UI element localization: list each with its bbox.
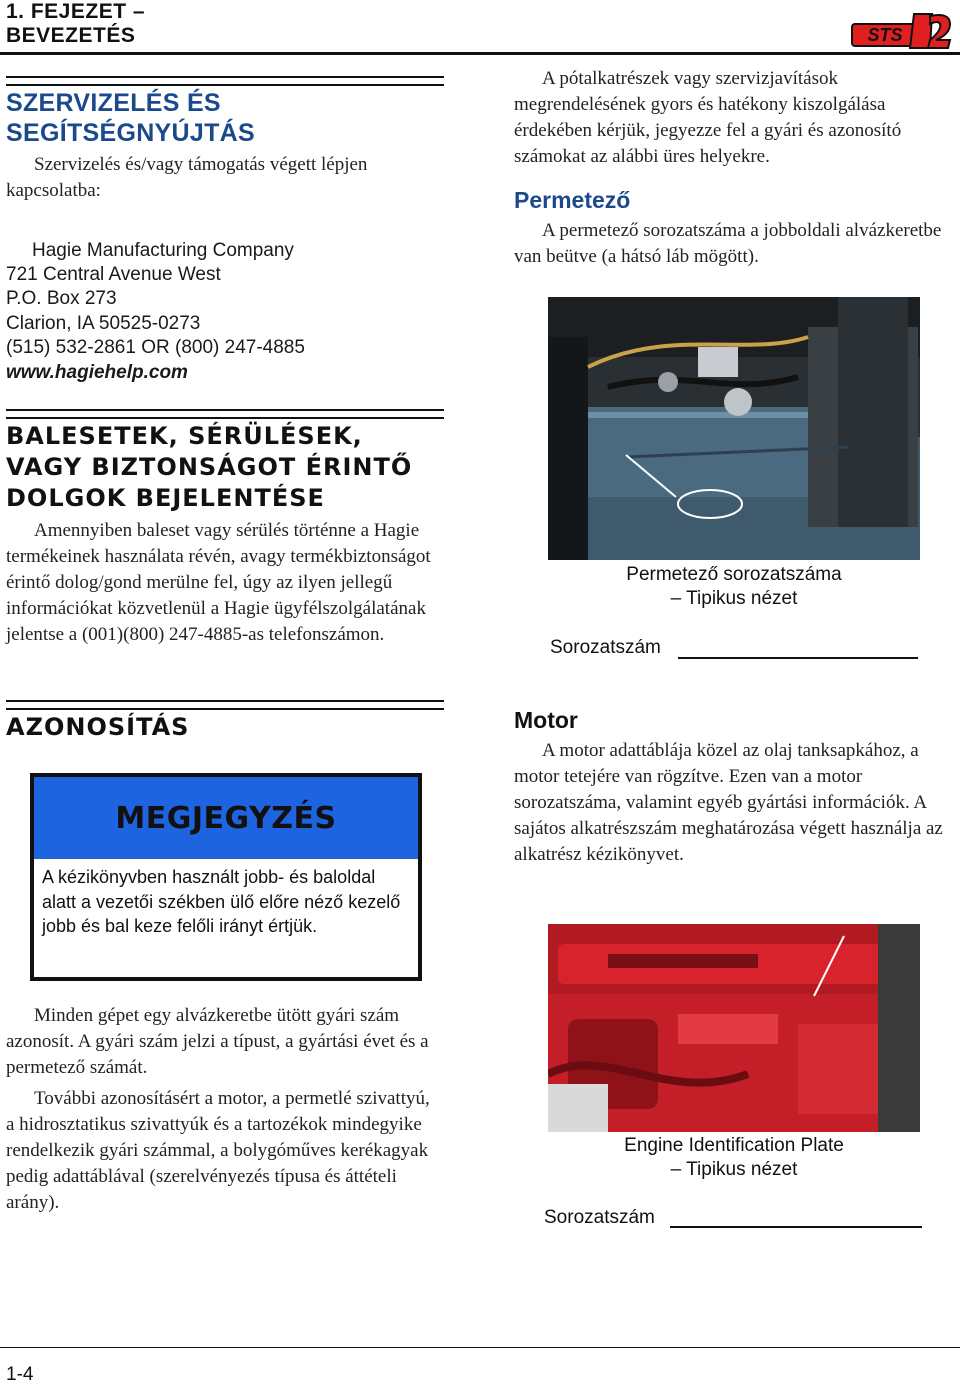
sprayer-heading: Permetező bbox=[514, 187, 631, 213]
service-heading-line2: SEGÍTSÉGNYÚJTÁS bbox=[6, 119, 255, 147]
address-line-phone: (515) 532-2861 OR (800) 247-4885 bbox=[6, 337, 305, 358]
note-text: A kézikönyvben használt jobb- és baloldal alatt a vezetői székben ülő előre néző kezelő jobb és bal keze felőli irányt értjük. bbox=[42, 867, 401, 936]
engine-serial-label: Sorozatszám bbox=[544, 1207, 655, 1228]
note-title: MEGJEGYZÉS bbox=[115, 800, 337, 836]
section-rule-accidents bbox=[6, 409, 444, 419]
chapter-title bbox=[6, 0, 145, 48]
accidents-heading bbox=[6, 421, 446, 514]
sprayer-caption bbox=[554, 563, 914, 611]
section-rule-service bbox=[6, 76, 444, 86]
address-line-pobox: P.O. Box 273 bbox=[6, 288, 117, 309]
service-intro: Szervizelés és/vagy támogatás végett lépjen kapcsolatba: bbox=[6, 154, 368, 201]
accidents-heading-line2: VAGY BIZTONSÁGOT ÉRINTŐ bbox=[6, 453, 413, 481]
note-box bbox=[30, 773, 422, 981]
sts12-logo bbox=[850, 10, 954, 50]
page-number: 1-4 bbox=[6, 1364, 34, 1385]
footer-rule bbox=[0, 1347, 960, 1348]
sprayer-caption-line2: – Tipikus nézet bbox=[670, 588, 798, 609]
motor-text: A motor adattáblája közel az olaj tanksapkához, a motor tetejére van rögzítve. Ezen van a motor sorozatszáma, valamint egyéb gyártási információk. A sajátos alkatrészszám meghatározása végett használja az alkatrész kézikönyvet. bbox=[514, 740, 943, 865]
right-intro: A pótalkatrészek vagy szervizjavítások megrendelésének gyors és hatékony kiszolgálása érdekében kérjük, jegyezze fel a gyári és azonosító számokat az alábbi üres helyekre. bbox=[514, 68, 902, 167]
chapter-title-line2: BEVEZETÉS bbox=[6, 24, 136, 47]
website-link[interactable]: www.hagiehelp.com bbox=[6, 362, 188, 383]
engine-serial-field[interactable] bbox=[670, 1226, 922, 1228]
sprayer-text: A permetező sorozatszáma a jobboldali alvázkeretbe van beütve (a hátsó láb mögött). bbox=[514, 220, 942, 267]
note-header bbox=[34, 777, 418, 859]
identification-para2: További azonosításért a motor, a permetlé szivattyú, a hidrosztatikus szivattyúk és a tartozékok mindegyike rendelkezik gyári számmal, a bolygóműves kerékagyak pedig adattáblával (szerelvényezés típusa és áttételi arány). bbox=[6, 1088, 430, 1213]
sprayer-serial-photo bbox=[548, 297, 920, 560]
engine-caption-line1: Engine Identification Plate bbox=[624, 1135, 844, 1156]
sprayer-serial-field[interactable] bbox=[678, 657, 918, 659]
address-line-city: Clarion, IA 50525-0273 bbox=[6, 313, 201, 334]
motor-heading: Motor bbox=[514, 707, 578, 733]
accidents-heading-line3: DOLGOK BEJELENTÉSE bbox=[6, 484, 325, 512]
engine-plate-photo bbox=[548, 924, 920, 1132]
section-rule-identification bbox=[6, 700, 444, 710]
svg-text:STS: STS bbox=[867, 25, 903, 45]
chapter-title-line1: 1. FEJEZET – bbox=[6, 0, 146, 23]
service-heading-line1: SZERVIZELÉS ÉS bbox=[6, 89, 221, 117]
service-heading bbox=[6, 88, 436, 148]
address-line-company: Hagie Manufacturing Company bbox=[32, 240, 294, 261]
accidents-text: Amennyiben baleset vagy sérülés történne a Hagie termékeinek használata révén, avagy termékbiztonságot érintő dolog/gond merülne fel, úgy az ilyen jellegű információkat közvetlenül a Hagie ügyfélszolgálatának jelentse a (001)(800) 247-4885-as telefonszámon. bbox=[6, 520, 431, 645]
engine-caption-line2: – Tipikus nézet bbox=[670, 1159, 798, 1180]
engine-caption bbox=[554, 1134, 914, 1182]
address-line-street: 721 Central Avenue West bbox=[6, 264, 221, 285]
sprayer-caption-line1: Permetező sorozatszáma bbox=[626, 564, 842, 585]
identification-heading: AZONOSÍTÁS bbox=[6, 713, 190, 741]
header-rule bbox=[0, 52, 960, 55]
identification-para1: Minden gépet egy alvázkeretbe ütött gyári szám azonosít. A gyári szám jelzi a típust, a gyártási évet és a permetező számát. bbox=[6, 1005, 429, 1078]
sprayer-serial-label: Sorozatszám bbox=[550, 637, 661, 658]
accidents-heading-line1: BALESETEK, SÉRÜLÉSEK, bbox=[6, 422, 363, 450]
